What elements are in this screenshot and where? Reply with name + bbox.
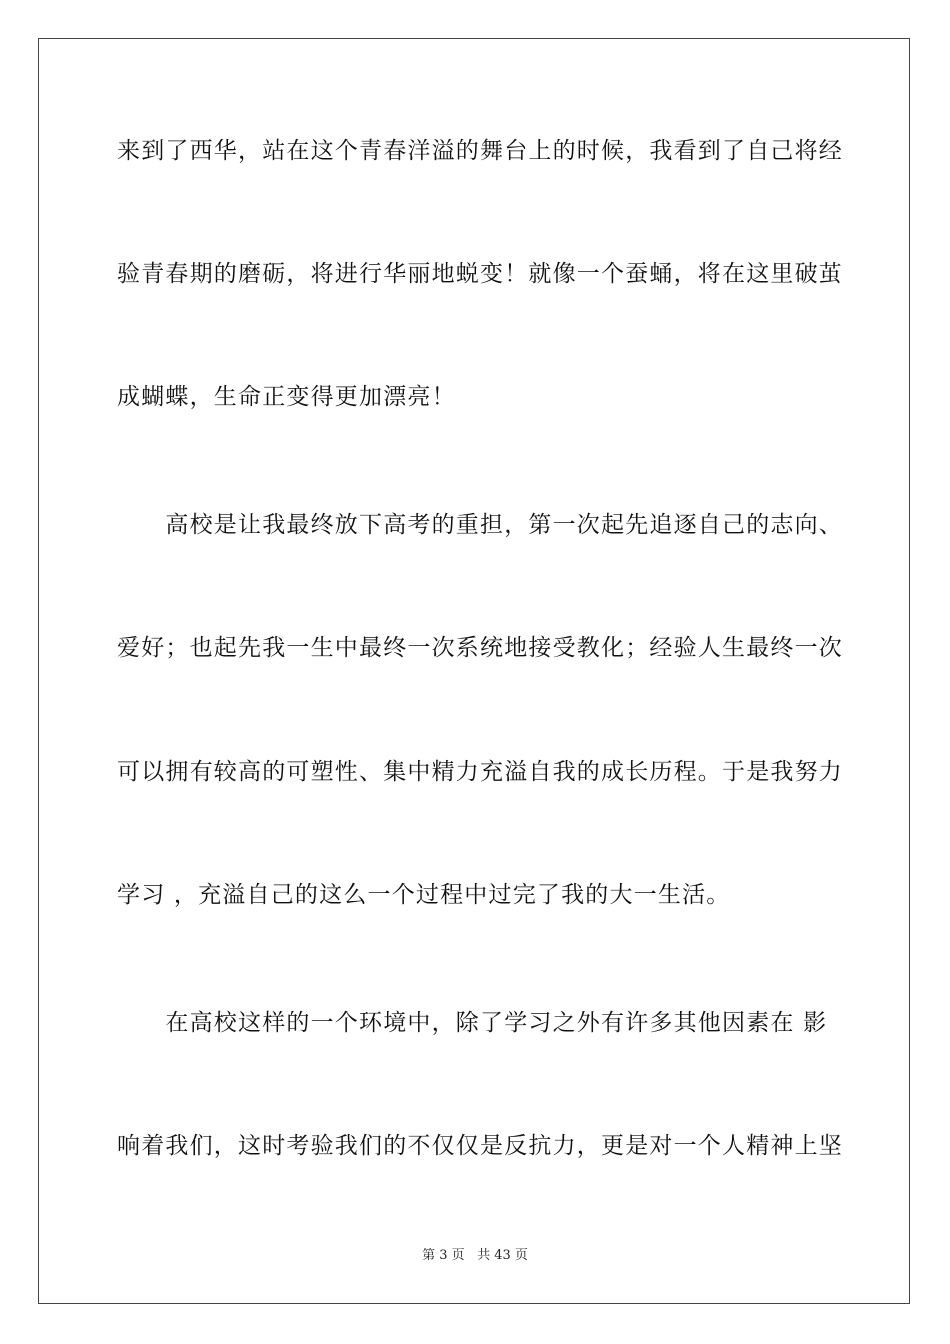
page-footer (0, 1244, 950, 1263)
body-text-line: 在高校这样的一个环境中，除了学习之外有许多其他因素在 影 (117, 1010, 828, 1036)
page-number: 第 3 页 (422, 1248, 465, 1263)
body-text-line: 爱好；也起先我一生中最终一次系统地接受教化；经验人生最终一次 (117, 635, 843, 661)
page-total: 共 43 页 (477, 1248, 528, 1263)
body-text-line: 响着我们，这时考验我们的不仅仅是反抗力，更是对一个人精神上坚 (117, 1133, 843, 1159)
body-text-line: 来到了西华，站在这个青春洋溢的舞台上的时候，我看到了自己将经 (117, 138, 843, 164)
body-text-line: 成蝴蝶，生命正变得更加漂亮！ (117, 384, 456, 410)
body-text-line: 学习 ，充溢自己的这么一个过程中过完了我的大一生活。 (117, 882, 731, 908)
body-text-line: 可以拥有较高的可塑性、集中精力充溢自我的成长历程。于是我努力 (117, 759, 843, 785)
body-text-line: 高校是让我最终放下高考的重担，第一次起先追逐自己的志向、 (117, 512, 843, 538)
body-text-line: 验青春期的磨砺，将进行华丽地蜕变！就像一个蚕蛹，将在这里破茧 (117, 261, 843, 287)
page-border (38, 38, 910, 1304)
